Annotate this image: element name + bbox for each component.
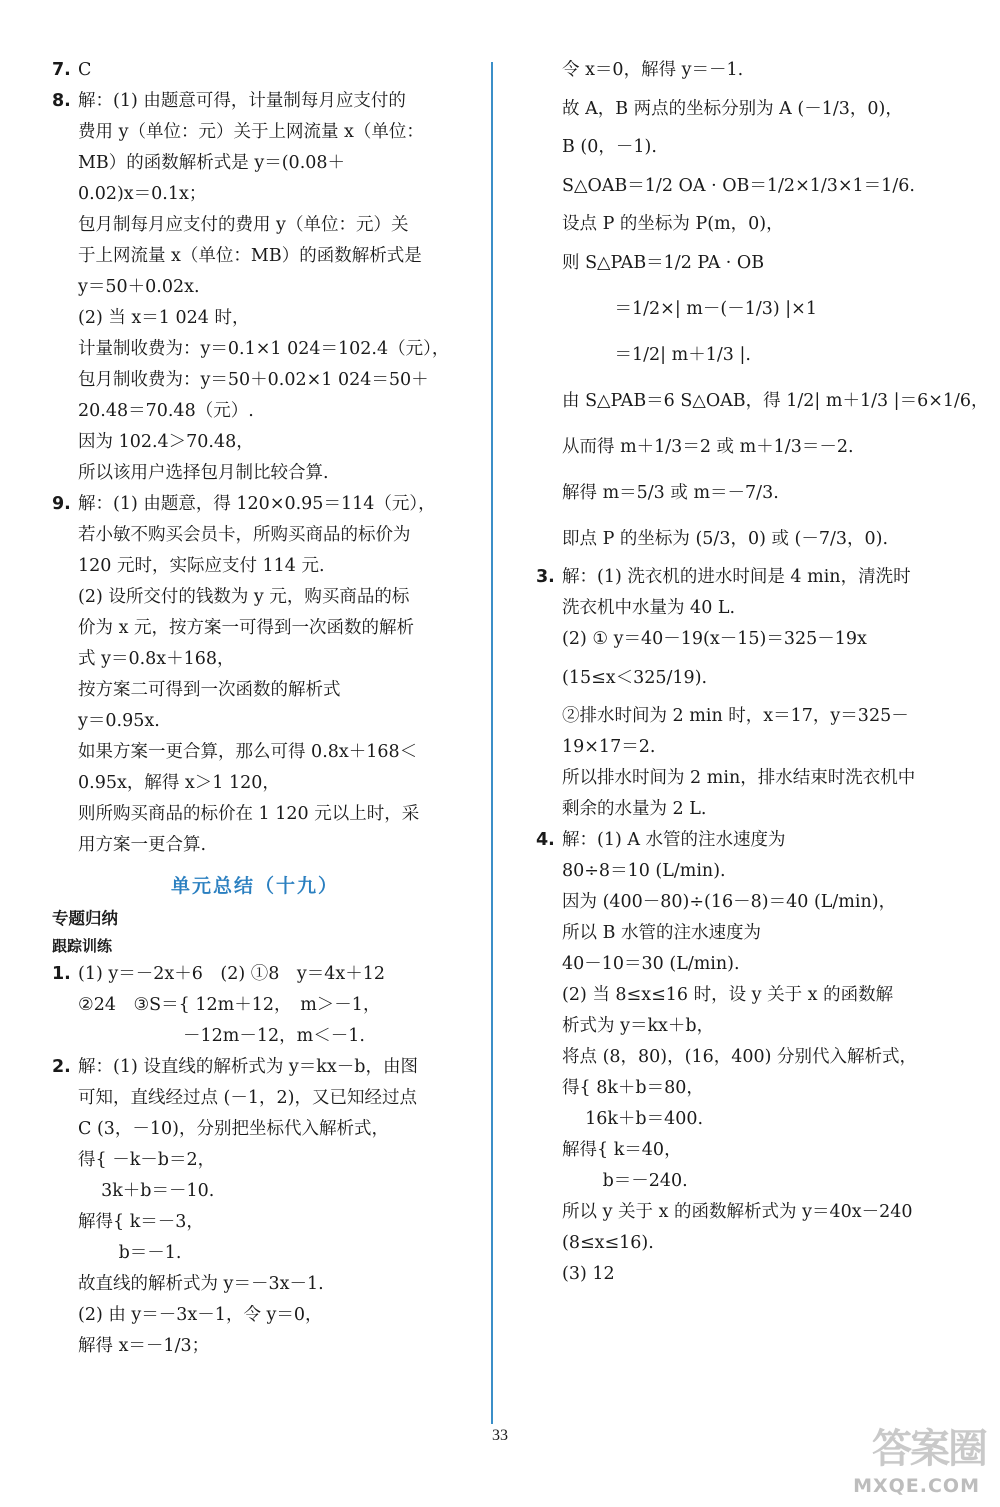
text-line: ＝1/2| m＋1/3 |. [562,345,751,365]
text-line: 由 S△PAB＝6 S△OAB，得 1/2| m＋1/3 |＝6×1/6， [562,391,989,411]
right-column [536,55,989,1290]
text-line: 得{ －k－b＝2， [78,1150,216,1170]
page-number: 33 [492,1427,508,1444]
section-heading: 专题归纳 [52,909,118,928]
text-line: 析式为 y＝kx＋b， [562,1016,715,1036]
text-line: 式 y＝0.8x＋168， [78,649,235,669]
left-column [52,55,458,1362]
unit-title: 单元总结（十九） [170,875,339,897]
watermark-logo [853,1417,986,1497]
answer-7: 7. C [52,60,92,80]
text-line: 用方案一更合算. [78,835,207,855]
text-line: 令 x＝0，解得 y＝－1. [562,60,744,80]
text-line: 费用 y（单位：元）关于上网流量 x（单位： [78,122,424,142]
text-line: 3k＋b＝－10. [78,1181,215,1201]
text-line: 所以排水时间为 2 min，排水结束时洗衣机中 [562,768,916,788]
text-line: 因为 102.4＞70.48， [78,432,254,452]
text-line: 16k＋b＝400. [562,1109,704,1129]
text-line: b＝－240. [562,1171,688,1191]
text-line: 得{ 8k＋b＝80， [562,1078,704,1098]
text-line: C (3，－10)，分别把坐标代入解析式， [78,1119,390,1139]
text-line: 则所购买商品的标价在 1 120 元以上时，采 [78,804,420,824]
answer-3: 3. 解：(1) 洗衣机的进水时间是 4 min，清洗时 [536,567,911,587]
text-line: 所以 y 关于 x 的函数解析式为 y＝40x－240 [562,1202,913,1222]
text-line: b＝－1. [78,1243,182,1263]
answer-8: 8. 解：(1) 由题意可得，计量制每月应支付的 [52,91,406,111]
text-line: －12m－12，m＜－1. [78,1026,365,1046]
text-line: 可知，直线经过点 (－1，2)，又已知经过点 [78,1088,417,1108]
text-line: 解得{ k＝40， [562,1140,682,1160]
text-line: 19×17＝2. [562,737,656,757]
text-line: (8≤x≤16). [562,1233,654,1253]
text-line: (2) 当 x＝1 024 时， [78,308,250,328]
text-line: 解得 x＝－1/3； [78,1336,210,1356]
text-line: (2) ① y＝40－19(x－15)＝325－19x [562,629,867,649]
text-line: 若小敏不购买会员卡，所购买商品的标价为 [78,525,411,545]
text-line: 故直线的解析式为 y＝－3x－1. [78,1274,324,1294]
text-line: 包月制收费为：y＝50＋0.02×1 024＝50＋ [78,370,429,390]
column-divider [491,62,493,1424]
text-line: (15≤x＜325/19). [562,668,708,688]
text-line: (2) 设所交付的钱数为 y 元，购买商品的标 [78,587,410,607]
text-line: 解得{ k＝－3， [78,1212,204,1232]
text-line: 从而得 m＋1/3＝2 或 m＋1/3＝－2. [562,437,854,457]
text-line: S△OAB＝1/2 OA · OB＝1/2×1/3×1＝1/6. [562,176,915,196]
subsection-heading: 跟踪训练 [52,937,113,955]
text-line: 洗衣机中水量为 40 L. [562,598,736,618]
text-line: 因为 (400－80)÷(16－8)＝40 (L/min)， [562,892,897,912]
text-line: 120 元时，实际应支付 114 元. [78,556,325,576]
text-line: 所以 B 水管的注水速度为 [562,923,761,943]
text-line: ＝1/2×| m－(－1/3) |×1 [562,299,817,319]
text-line: 于上网流量 x（单位：MB）的函数解析式是 [78,246,422,266]
text-line: (3) 12 [562,1264,615,1284]
text-line: ②24 ③S＝{ 12m＋12， m＞－1， [78,995,381,1015]
text-line: 按方案二可得到一次函数的解析式 [78,680,341,700]
text-line: 包月制每月应支付的费用 y（单位：元）关 [78,215,409,235]
text-line: 将点 (8，80)，(16，400) 分别代入解析式， [562,1047,918,1067]
text-line: 如果方案一更合算，那么可得 0.8x＋168＜ [78,742,418,762]
answer-1: 1. (1) y＝－2x＋6 (2) ①8 y＝4x＋12 [52,964,386,984]
text-line: 故 A，B 两点的坐标分别为 A (－1/3，0)， [562,99,903,119]
text-line: 0.95x，解得 x＞1 120， [78,773,280,793]
text-line: 设点 P 的坐标为 P(m，0)， [562,214,784,234]
text-line: 计量制收费为：y＝0.1×1 024＝102.4（元）， [78,339,450,359]
text-line: (2) 当 8≤x≤16 时，设 y 关于 x 的函数解 [562,985,894,1005]
text-line: y＝50＋0.02x. [78,277,200,297]
text-line: (2) 由 y＝－3x－1，令 y＝0， [78,1305,323,1325]
answer-4: 4. 解：(1) A 水管的注水速度为 [536,830,786,850]
text-line: 即点 P 的坐标为 (5/3，0) 或 (－7/3，0). [562,529,889,549]
text-line: y＝0.95x. [78,711,160,731]
text-line: MB）的函数解析式是 y＝(0.08＋ [78,153,346,173]
text-line: 所以该用户选择包月制比较合算. [78,463,329,483]
answer-2: 2. 解：(1) 设直线的解析式为 y＝kx－b，由图 [52,1057,418,1077]
answer-9: 9. 解：(1) 由题意，得 120×0.95＝114（元）， [52,494,436,514]
text-line: 80÷8＝10 (L/min). [562,861,726,881]
text-line: 40－10＝30 (L/min). [562,954,740,974]
text-line: ②排水时间为 2 min 时，x＝17，y＝325－ [562,706,909,726]
watermark-url: MXQE.COM [853,1475,980,1497]
text-line: B (0，－1). [562,137,657,157]
text-line: 0.02)x＝0.1x； [78,184,207,204]
text-line: 则 S△PAB＝1/2 PA · OB [562,253,765,273]
watermark-text: 答案圈 [872,1426,986,1472]
text-line: 价为 x 元，按方案一可得到一次函数的解析 [78,618,414,638]
text-line: 剩余的水量为 2 L. [562,799,707,819]
text-line: 解得 m＝5/3 或 m＝－7/3. [562,483,779,503]
text-line: 20.48＝70.48（元）. [78,401,254,421]
